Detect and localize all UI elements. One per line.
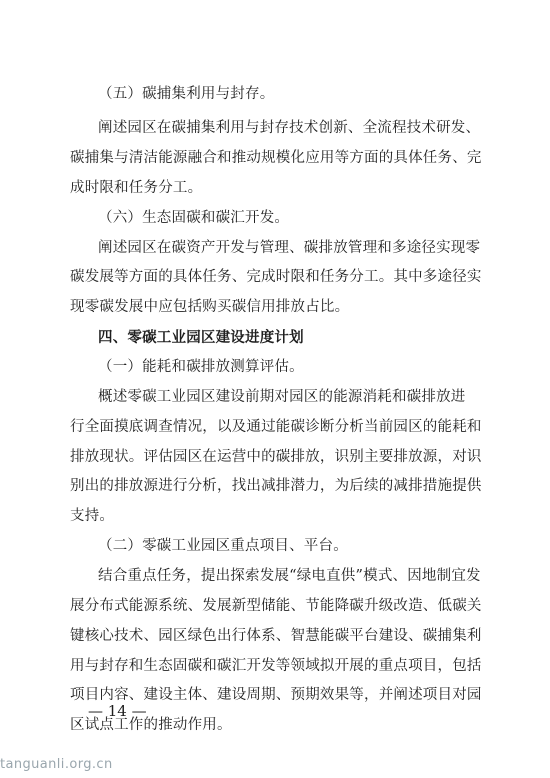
paragraph-line: 展分布式能源系统、发展新型储能、节能降碳升级改造、低碳关 (70, 598, 482, 614)
paragraph-line: 碳发展等方面的具体任务、完成时限和任务分工。其中多途径实 (70, 269, 482, 285)
paragraph-line: 阐述园区在碳资产开发与管理、碳排放管理和多途径实现零 (98, 240, 481, 256)
chapter-heading: 四、零碳工业园区建设进度计划 (98, 330, 304, 346)
paragraph-line: 用与封存和生态固碳和碳汇开发等领域拟开展的重点项目，包括 (70, 658, 482, 674)
paragraph-line: 现零碳发展中应包括购买碳信用排放占比。 (70, 299, 350, 315)
paragraph-line: 阐述园区在碳捕集利用与封存技术创新、全流程技术研发、 (98, 120, 481, 136)
paragraph-line: 碳捕集与清洁能源融合和推动规模化应用等方面的具体任务、完 (70, 150, 482, 166)
paragraph-line: 区试点工作的推动作用。 (70, 717, 232, 733)
section-heading-2: （二）零碳工业园区重点项目、平台。 (98, 538, 348, 554)
paragraph-line: 概述零碳工业园区建设前期对园区的能源消耗和碳排放进 (98, 389, 466, 405)
paragraph-line: 支持。 (70, 508, 115, 524)
paragraph-line: 成时限和任务分工。 (70, 180, 203, 196)
paragraph-line: 行全面摸底调查情况，以及通过能碳诊断分析当前园区的能耗和 (70, 419, 482, 435)
paragraph-line: 项目内容、建设主体、建设周期、预期效果等，并阐述项目对园 (70, 687, 482, 703)
section-heading-1: （一）能耗和碳排放测算评估。 (98, 359, 304, 375)
paragraph-line: 键核心技术、园区绿色出行体系、智慧能碳平台建设、碳捕集利 (70, 628, 482, 644)
section-heading-6: （六）生态固碳和碳汇开发。 (98, 210, 290, 226)
paragraph-line: 别出的排放源进行分析，找出减排潜力，为后续的减排措施提供 (70, 478, 482, 494)
site-watermark: tanguanli.org.cn (0, 757, 113, 772)
section-heading-5: （五）碳捕集利用与封存。 (98, 86, 275, 102)
page-number: — 14 — (88, 702, 147, 720)
paragraph-line: 结合重点任务，提出探索发展“绿电直供”模式、因地制宜发 (98, 568, 481, 584)
paragraph-line: 排放现状。评估园区在运营中的碳排放，识别主要排放源，对识 (70, 449, 482, 465)
